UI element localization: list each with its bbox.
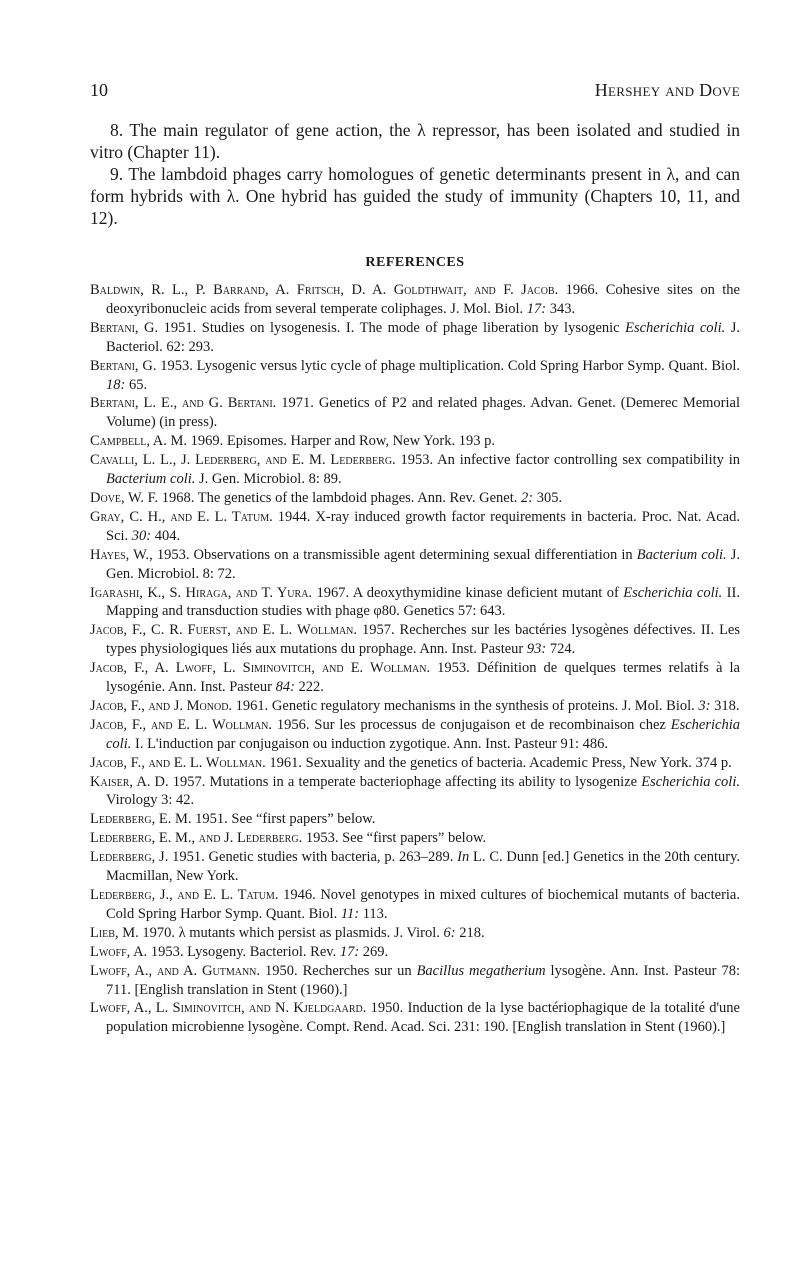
reference-text-tail: Virology 3: 42. xyxy=(106,792,195,809)
reference-entry xyxy=(90,810,740,829)
running-header xyxy=(90,80,740,101)
reference-italic: 30: xyxy=(131,527,152,544)
reference-entry xyxy=(90,432,740,451)
reference-italic: 84: xyxy=(275,679,295,696)
reference-entry xyxy=(90,394,740,432)
reference-text-tail: 65. xyxy=(125,376,148,393)
reference-italic: 3: xyxy=(698,697,711,714)
reference-text: 1950. Recherches sur un xyxy=(260,962,417,979)
reference-authors: Jacob, F., A. Lwoff, L. Siminovitch, and E. Wollman. xyxy=(90,660,431,677)
reference-entry xyxy=(90,999,740,1037)
reference-text: 1970. λ mutants which persist as plasmids. J. Virol. xyxy=(138,924,444,941)
reference-text-tail: 269. xyxy=(359,943,389,960)
item-9: 9. The lambdoid phages carry homologues of genetic determinants present in λ, and can form hybrids with λ. One hybrid has guided the study of immunity (Chapters 10, 11, and 12). xyxy=(90,164,740,228)
reference-entry xyxy=(90,281,740,319)
reference-text: 1966. Cohesive sites on the deoxyribonucleic acids from several temperate coliphages. J. Mol. Biol. xyxy=(106,282,740,317)
reference-text-tail: J. Gen. Microbiol. 8: 89. xyxy=(195,471,342,488)
reference-authors: Lederberg, J. xyxy=(90,849,169,866)
reference-text: 1961. Genetic regulatory mechanisms in the synthesis of proteins. J. Mol. Biol. xyxy=(232,697,699,714)
reference-entry xyxy=(90,943,740,962)
reference-authors: Hayes, W., xyxy=(90,546,153,563)
reference-text: 1953. An infective factor controlling sex compatibility in xyxy=(395,452,740,469)
reference-italic: Escherichia coli. xyxy=(625,319,726,336)
reference-entry xyxy=(90,489,740,508)
reference-text: 1951. Genetic studies with bacteria, p. 263–289. xyxy=(168,849,458,866)
reference-entry xyxy=(90,451,740,489)
reference-text-tail: 318. xyxy=(710,697,740,714)
reference-authors: Lederberg, J., and E. L. Tatum. xyxy=(90,887,279,903)
reference-entry xyxy=(90,508,740,546)
reference-italic: 11: xyxy=(340,905,360,922)
reference-text-tail: 113. xyxy=(359,905,388,922)
reference-italic: Bacterium coli. xyxy=(106,471,196,488)
reference-italic: 17: xyxy=(526,300,547,317)
reference-italic: 17: xyxy=(339,943,360,960)
reference-text-tail: I. L'induction par conjugaison ou induction zygotique. Ann. Inst. Pasteur 91: 486. xyxy=(131,735,608,752)
reference-entry xyxy=(90,659,740,697)
reference-text-tail: J. Gen. Microbiol. 8: 72. xyxy=(106,546,740,582)
reference-italic: 18: xyxy=(106,376,126,393)
reference-text-tail: 218. xyxy=(455,924,485,941)
references-list xyxy=(90,281,740,1037)
reference-entry xyxy=(90,848,740,886)
reference-entry xyxy=(90,886,740,924)
reference-text: 1944. X-ray induced growth factor requirements in bacteria. Proc. Nat. Acad. Sci. xyxy=(106,508,740,544)
reference-entry xyxy=(90,357,740,395)
reference-text-tail: 724. xyxy=(546,641,576,658)
reference-italic: In xyxy=(457,849,470,866)
reference-authors: Baldwin, R. L., P. Barrand, A. Fritsch, D. A. Goldthwait, and F. Jacob. xyxy=(90,282,559,298)
reference-text: 1961. Sexuality and the genetics of bacteria. Academic Press, New York. 374 p. xyxy=(265,754,732,771)
reference-text: 1968. The genetics of the lambdoid phages. Ann. Rev. Genet. xyxy=(158,489,521,506)
running-title: Hershey and Dove xyxy=(594,80,740,100)
reference-authors: Dove, W. F. xyxy=(90,489,159,506)
reference-authors: Campbell, A. M. xyxy=(90,433,188,450)
reference-italic: Escherichia coli. xyxy=(106,716,740,752)
reference-italic: Bacterium coli. xyxy=(636,546,727,563)
reference-text: 1953. Observations on a transmissible agent determining sexual differentiation in xyxy=(152,546,637,563)
reference-italic: 6: xyxy=(443,924,456,941)
reference-text: 1950. Induction de la lyse bactériophagique de la totalité d'une population microbienne lysogène. Compt. Rend. Acad. Sci. 231: 190. [English translation in Stent (1960).] xyxy=(106,1000,740,1036)
reference-text: 1957. Recherches sur les bactéries lysogènes défectives. II. Les types physiologiques liés aux mutations du prophage. Ann. Inst. Pasteur xyxy=(106,622,740,658)
reference-authors: Jacob, F., and E. L. Wollman. xyxy=(90,716,273,733)
reference-text: 1953. Lysogenic versus lytic cycle of phage multiplication. Cold Spring Harbor Symp. Quant. Biol. xyxy=(156,357,740,374)
reference-entry xyxy=(90,829,740,848)
reference-authors: Bertani, G. xyxy=(90,319,159,336)
reference-text: 1946. Novel genotypes in mixed cultures of biochemical mutants of bacteria. Cold Spring Harbor Symp. Quant. Biol. xyxy=(106,887,740,922)
reference-entry xyxy=(90,773,740,811)
reference-text: 1953. See “first papers” below. xyxy=(302,830,487,847)
reference-text-tail: L. C. Dunn [ed.] Genetics in the 20th century. Macmillan, New York. xyxy=(106,849,740,885)
reference-authors: Cavalli, L. L., J. Lederberg, and E. M. Lederberg. xyxy=(90,452,396,469)
reference-italic: Escherichia coli. xyxy=(641,773,740,790)
reference-authors: Jacob, F., and E. L. Wollman. xyxy=(90,754,266,771)
reference-authors: Lwoff, A., and A. Gutmann. xyxy=(90,962,261,979)
reference-text-tail: 222. xyxy=(294,679,324,696)
reference-authors: Lieb, M. xyxy=(90,924,139,941)
reference-text: 1951. See “first papers” below. xyxy=(191,811,376,828)
reference-authors: Kaiser, A. D. xyxy=(90,773,169,790)
reference-text-tail: 305. xyxy=(533,489,563,506)
reference-text-tail: J. Bacteriol. 62: 293. xyxy=(106,319,740,355)
reference-entry xyxy=(90,621,740,659)
reference-authors: Jacob, F., and J. Monod. xyxy=(90,697,233,714)
reference-authors: Lederberg, E. M. xyxy=(90,811,192,828)
reference-text: 1953. Définition de quelques termes relatifs à la lysogénie. Ann. Inst. Pasteur xyxy=(106,660,740,696)
reference-text-tail: 343. xyxy=(546,300,576,317)
reference-text: 1971. Genetics of P2 and related phages. Advan. Genet. (Demerec Memorial Volume) (in press). xyxy=(106,395,740,431)
reference-authors: Gray, C. H., and E. L. Tatum. xyxy=(90,508,273,525)
reference-italic: Bacillus megatherium xyxy=(416,962,546,979)
reference-entry xyxy=(90,697,740,716)
reference-authors: Igarashi, K., S. Hiraga, and T. Yura. xyxy=(90,584,313,601)
reference-authors: Lwoff, A. xyxy=(90,943,148,960)
reference-text-tail: II. Mapping and transduction studies with phage φ80. Genetics 57: 643. xyxy=(106,584,740,620)
reference-entry xyxy=(90,924,740,943)
reference-italic: Escherichia coli. xyxy=(623,584,723,601)
references-heading: REFERENCES xyxy=(365,255,465,270)
reference-entry xyxy=(90,716,740,754)
item-8: 8. The main regulator of gene action, the λ repressor, has been isolated and studied in vitro (Chapter 11). xyxy=(90,120,740,162)
reference-authors: Bertani, G. xyxy=(90,357,157,374)
reference-text: 1951. Studies on lysogenesis. I. The mode of phage liberation by lysogenic xyxy=(158,319,626,336)
reference-text: 1967. A deoxythymidine kinase deficient mutant of xyxy=(312,584,624,601)
reference-authors: Lederberg, E. M., and J. Lederberg. xyxy=(90,830,303,847)
reference-entry xyxy=(90,319,740,357)
reference-text: 1969. Episomes. Harper and Row, New York. 193 p. xyxy=(187,433,495,450)
numbered-items xyxy=(90,119,740,229)
reference-text: 1956. Sur les processus de conjugaison et de recombinaison chez xyxy=(272,716,671,733)
reference-entry xyxy=(90,962,740,1000)
reference-authors: Jacob, F., C. R. Fuerst, and E. L. Wollman. xyxy=(90,622,358,639)
reference-italic: 93: xyxy=(526,641,547,658)
reference-text: 1957. Mutations in a temperate bacteriophage affecting its ability to lysogenize xyxy=(168,773,642,790)
reference-authors: Bertani, L. E., and G. Bertani. xyxy=(90,395,277,412)
reference-entry xyxy=(90,584,740,622)
reference-entry xyxy=(90,546,740,584)
page-number: 10 xyxy=(90,80,108,100)
reference-text: 1953. Lysogeny. Bacteriol. Rev. xyxy=(147,943,340,960)
reference-text-tail: lysogène. Ann. Inst. Pasteur 78: 711. [English translation in Stent (1960).] xyxy=(106,962,740,998)
reference-text-tail: 404. xyxy=(151,527,181,544)
reference-authors: Lwoff, A., L. Siminovitch, and N. Kjeldgaard. xyxy=(90,1000,367,1017)
reference-entry xyxy=(90,754,740,773)
reference-italic: 2: xyxy=(520,489,534,506)
